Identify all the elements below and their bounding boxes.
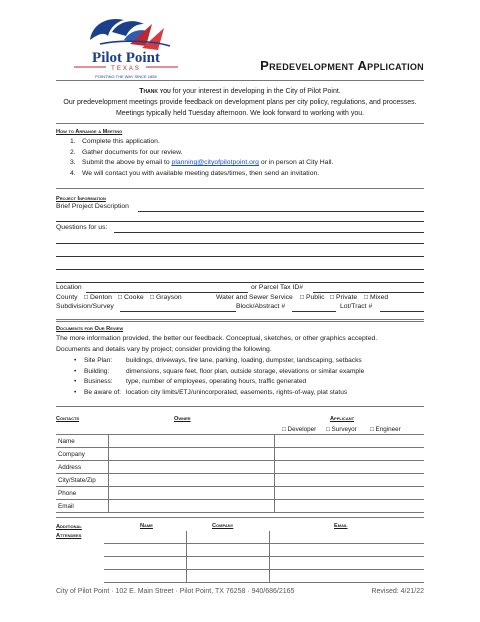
owner-address-cell[interactable] xyxy=(109,461,275,474)
location-field[interactable] xyxy=(86,285,248,293)
project-divider xyxy=(56,319,424,320)
county-label: County xyxy=(56,294,78,301)
subdivision-label: Subdivision/Survey xyxy=(56,303,114,310)
questions-line-4[interactable] xyxy=(56,269,424,270)
questions-line-5[interactable] xyxy=(56,282,424,283)
page-title: Predevelopment Application xyxy=(260,58,424,73)
parcel-field[interactable] xyxy=(313,285,424,293)
questions-label: Questions for us: xyxy=(56,224,108,231)
subdivision-field[interactable] xyxy=(120,304,236,312)
questions-line-3[interactable] xyxy=(56,256,424,257)
owner-name-cell[interactable] xyxy=(109,435,275,448)
table-row: Company xyxy=(56,448,424,461)
documents-list xyxy=(74,356,364,398)
lot-field[interactable] xyxy=(380,304,424,312)
intro-line2: Our predevelopment meetings provide feedback on development plans per city policy, regulations, and processes. xyxy=(63,99,417,106)
applicant-company-cell[interactable] xyxy=(275,448,424,461)
table-row: City/State/Zip xyxy=(56,474,424,487)
horse-emblem-icon xyxy=(60,10,192,82)
svg-text:POINTING THE WAY SINCE 1855: POINTING THE WAY SINCE 1855 xyxy=(95,74,157,79)
table-row xyxy=(104,544,424,557)
attendee-company-heading: Company xyxy=(212,523,234,529)
project-heading: Project Information xyxy=(56,196,106,202)
brief-description-label: Brief Project Description xyxy=(56,203,129,210)
water-sewer-label: Water and Sewer Service xyxy=(216,294,293,301)
applicant-heading: Applicant xyxy=(330,416,355,422)
block-field[interactable] xyxy=(292,304,336,312)
svg-text:TEXAS: TEXAS xyxy=(111,66,141,72)
arrange-heading: How to Arrange a Meeting xyxy=(56,129,123,135)
documents-line2: Documents and details vary by project; consider providing the following. xyxy=(56,346,272,353)
attendees-heading: Additional Attendees xyxy=(56,524,82,539)
engineer-checkbox[interactable]: □ Engineer xyxy=(370,426,401,433)
table-row: Phone xyxy=(56,487,424,500)
owner-email-cell[interactable] xyxy=(109,500,275,513)
email-link[interactable]: planning@cityofpilotpoint.org xyxy=(171,159,259,166)
title-divider xyxy=(56,80,424,81)
documents-line1: The more information provided, the better our feedback. Conceptual, sketches, or other graphics accepted. xyxy=(56,335,378,342)
contacts-table xyxy=(56,435,424,513)
attendee-name-heading: Name xyxy=(140,523,153,529)
table-row xyxy=(104,557,424,570)
block-label: Block/Abstract # xyxy=(236,303,286,310)
intro-bold: Thank you xyxy=(139,88,171,95)
list-item: 4. We will contact you with available meeting dates/times, then send an invitation. xyxy=(70,169,320,177)
documents-heading: Documents for Our Review xyxy=(56,326,124,332)
arrange-steps xyxy=(70,137,333,179)
table-row: Email xyxy=(56,500,424,513)
intro-line3: Meetings typically held Tuesday afternoon. We look forward to working with you. xyxy=(115,110,365,117)
owner-city-cell[interactable] xyxy=(109,474,275,487)
applicant-name-cell[interactable] xyxy=(275,435,424,448)
developer-checkbox[interactable]: □ Developer xyxy=(282,426,317,433)
documents-divider xyxy=(56,406,424,407)
applicant-address-cell[interactable] xyxy=(275,461,424,474)
table-row xyxy=(104,570,424,583)
county-denton-checkbox[interactable]: □ Denton xyxy=(84,294,112,301)
table-row xyxy=(104,531,424,544)
list-item: • Business: type, number of employees, operating hours, traffic generated xyxy=(74,378,307,385)
table-row: Address xyxy=(56,461,424,474)
city-logo xyxy=(60,10,192,82)
brief-description-field[interactable] xyxy=(138,204,424,212)
svg-text:Pilot Point: Pilot Point xyxy=(92,50,160,66)
applicant-city-cell[interactable] xyxy=(275,474,424,487)
footer-address: City of Pilot Point · 102 E. Main Street · Pilot Point, TX 76258 · 940/686/2165 xyxy=(56,588,295,595)
owner-company-cell[interactable] xyxy=(109,448,275,461)
list-item: • Site Plan: buildings, driveways, fire lane, parking, loading, dumpster, landscaping, setbacks xyxy=(74,357,362,364)
table-row: Name xyxy=(56,435,424,448)
county-cooke-checkbox[interactable]: □ Cooke xyxy=(118,294,144,301)
questions-field[interactable] xyxy=(114,225,424,233)
intro-line1: for your interest in developing in the City of Pilot Point. xyxy=(170,88,341,95)
list-item: 3. Submit the above by email to planning@cityofpilotpoint.org or in person at City Hall. xyxy=(70,159,334,166)
applicant-email-cell[interactable] xyxy=(275,500,424,513)
brief-description-line-2[interactable] xyxy=(56,221,424,222)
applicant-phone-cell[interactable] xyxy=(275,487,424,500)
intro-text xyxy=(56,86,424,119)
intro-divider xyxy=(56,123,424,124)
contacts-divider xyxy=(56,517,424,518)
list-item: 1. Complete this application. xyxy=(70,138,160,145)
water-mixed-checkbox[interactable]: □ Mixed xyxy=(364,294,389,301)
contacts-heading: Contacts xyxy=(56,416,80,422)
revision-date: Revised: 4/21/22 xyxy=(371,588,424,595)
attendee-email-heading: Email xyxy=(334,523,348,529)
project-divider-2 xyxy=(56,321,424,322)
parcel-label: or Parcel Tax ID# xyxy=(251,284,304,291)
water-public-checkbox[interactable]: □ Public xyxy=(300,294,325,301)
attendees-table xyxy=(104,531,424,583)
list-item: 2. Gather documents for our review. xyxy=(70,148,183,156)
questions-line-2[interactable] xyxy=(56,243,424,244)
lot-label: Lot/Tract # xyxy=(340,303,373,310)
owner-phone-cell[interactable] xyxy=(109,487,275,500)
owner-heading: Owner xyxy=(174,416,191,422)
surveyor-checkbox[interactable]: □ Surveyor xyxy=(326,426,357,433)
page-footer xyxy=(56,588,424,595)
arrange-divider xyxy=(56,188,424,189)
county-grayson-checkbox[interactable]: □ Grayson xyxy=(150,294,182,301)
list-item: • Building: dimensions, square feet, floor plan, outside storage, elevations or similar example xyxy=(74,367,365,375)
water-private-checkbox[interactable]: □ Private xyxy=(330,294,358,301)
location-label: Location xyxy=(56,284,82,291)
list-item: • Be aware of: location city limits/ETJ/unincorporated, easements, rights-of-way, plat status xyxy=(74,388,348,396)
